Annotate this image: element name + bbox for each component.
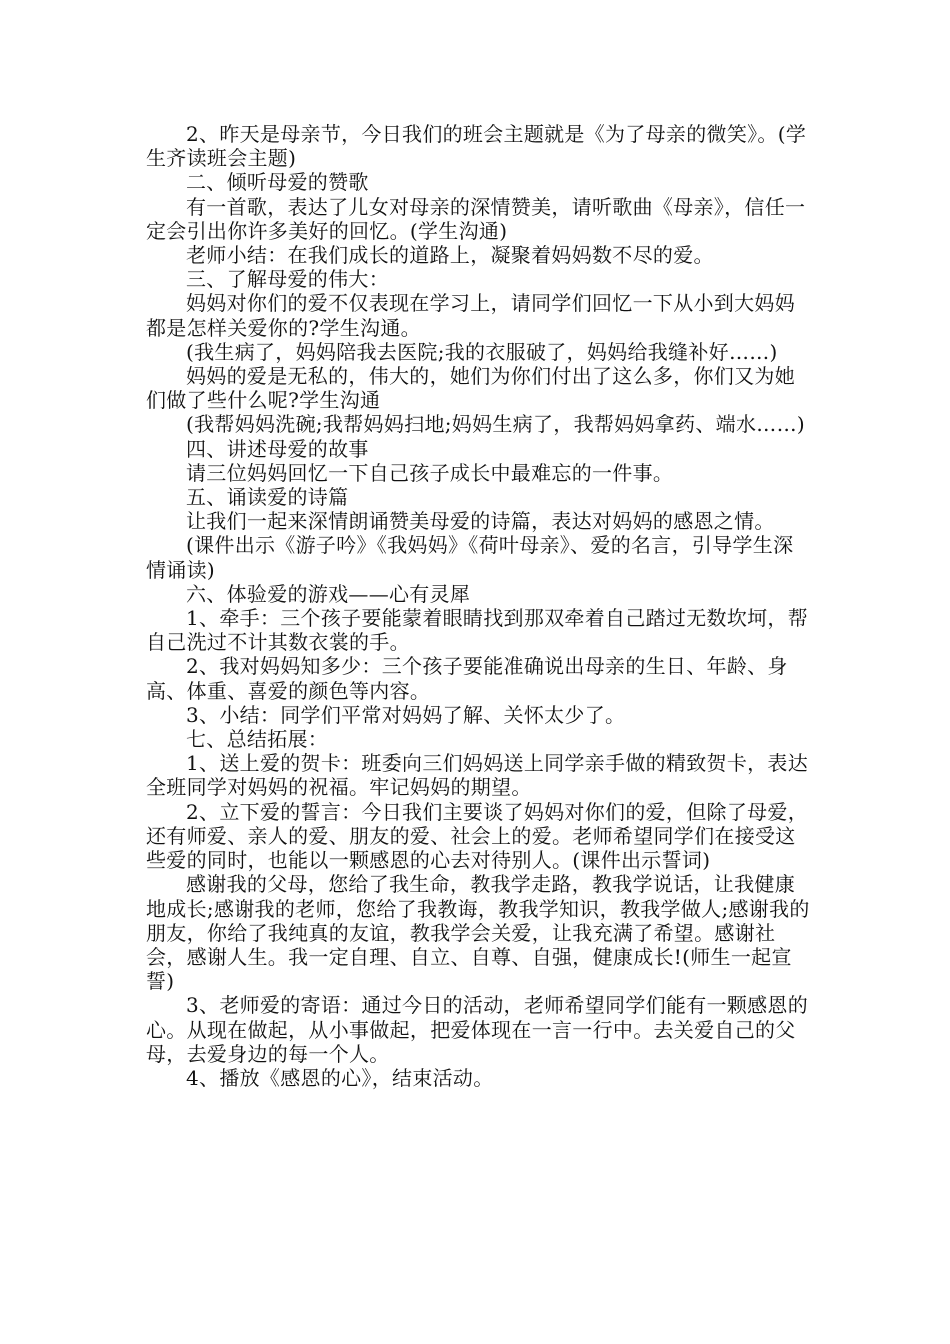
paragraph-game-2: 2、我对妈妈知多少：三个孩子要能准确说出母亲的生日、年龄、身高、体重、喜爱的颜色等内容。 (146, 654, 788, 703)
section-heading-6: 六、体验爱的游戏——心有灵犀 (186, 581, 471, 606)
section-heading-3: 三、了解母爱的伟大： (186, 267, 389, 292)
paragraph-oath: 感谢我的父母，您给了我生命，教我学走路，教我学说话，让我健康地成长;感谢我的老师，您给了我教诲，教我学知识，教我学做人;感谢我的朋友，你给了我纯真的友谊，教我学会关爱，让我充满了希望。感谢社会，感谢人生。我一定自理、自立、自尊、自强，健康成长!(师生一起宣誓) (146, 872, 810, 994)
paragraph-game-1: 1、牵手：三个孩子要能蒙着眼睛找到那双牵着自己踏过无数坎坷，帮自己洗过不计其数衣裳的手。 (146, 606, 809, 655)
paragraph-mothers-story: 请三位妈妈回忆一下自己孩子成长中最难忘的一件事。 (186, 460, 674, 485)
document-body (146, 122, 810, 1090)
paragraph-example-2: (我帮妈妈洗碗;我帮妈妈扫地;妈妈生病了，我帮妈妈拿药、端水……) (186, 412, 805, 437)
paragraph-example-1: (我生病了，妈妈陪我去医院;我的衣服破了，妈妈给我缝补好……) (186, 339, 778, 364)
paragraph-teacher-message: 3、老师爱的寄语：通过今日的活动，老师希望同学们能有一颗感恩的心。从现在做起，从小事做起，把爱体现在一言一行中。去关爱自己的父母，去爱身边的每一个人。 (146, 993, 809, 1066)
paragraph-intro-theme: 2、昨天是母亲节，今日我们的班会主题就是《为了母亲的微笑》。(学生齐读班会主题) (146, 122, 807, 171)
paragraph-song: 有一首歌，表达了儿女对母亲的深情赞美，请听歌曲《母亲》，信任一定会引出你许多美好的回忆。(学生沟通) (146, 194, 806, 243)
section-heading-7: 七、总结拓展： (186, 727, 329, 752)
paragraph-game-summary: 3、小结：同学们平常对妈妈了解、关怀太少了。 (186, 702, 626, 727)
paragraph-closing: 4、播放《感恩的心》，结束活动。 (186, 1065, 494, 1090)
section-heading-4: 四、讲述母爱的故事 (186, 436, 369, 461)
paragraph-selfless-love: 妈妈的爱是无私的，伟大的，她们为你们付出了这么多，你们又为她们做了些什么呢?学生沟通 (146, 364, 795, 413)
paragraph-poem-recital: 让我们一起来深情朗诵赞美母爱的诗篇，表达对妈妈的感恩之情。 (186, 509, 775, 534)
paragraph-teacher-summary: 老师小结：在我们成长的道路上，凝聚着妈妈数不尽的爱。 (186, 243, 714, 268)
paragraph-courseware-poems: (课件出示《游子吟》《我妈妈》《荷叶母亲》、爱的名言，引导学生深情诵读) (146, 533, 794, 582)
paragraph-mother-love: 妈妈对你们的爱不仅表现在学习上，请同学们回忆一下从小到大妈妈都是怎样关爱你的?学生沟通。 (146, 291, 795, 340)
section-heading-5: 五、诵读爱的诗篇 (186, 485, 349, 510)
paragraph-oath-intro: 2、立下爱的誓言：今日我们主要谈了妈妈对你们的爱，但除了母爱，还有师爱、亲人的爱、朋友的爱、社会上的爱。老师希望同学们在接受这些爱的同时，也能以一颗感恩的心去对待别人。(课件出示誓词) (146, 799, 809, 873)
paragraph-greeting-card: 1、送上爱的贺卡：班委向三们妈妈送上同学亲手做的精致贺卡，表达全班同学对妈妈的祝福。牢记妈妈的期望。 (146, 751, 809, 800)
section-heading-2: 二、倾听母爱的赞歌 (186, 170, 369, 195)
